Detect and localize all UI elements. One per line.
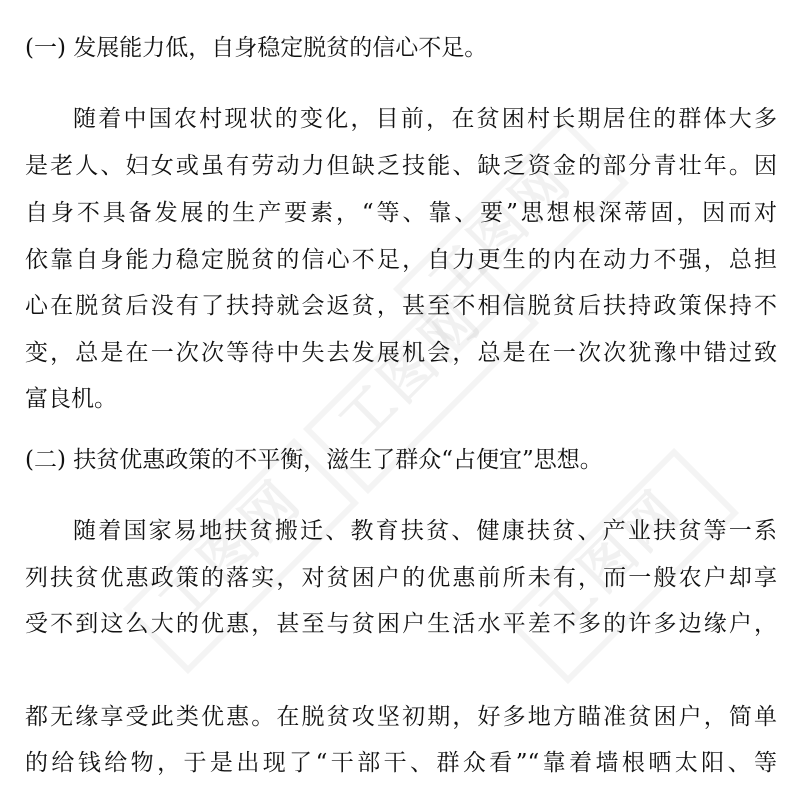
paragraph-2-line: 列扶贫优惠政策的落实，对贫困户的优惠前所未有，而一般农户却享 <box>25 565 777 591</box>
paragraph-1-line: 自身不具备发展的生产要素，“等、靠、要”思想根深蒂固，因而对 <box>25 200 777 226</box>
watermark-text: 工图网 <box>326 287 494 456</box>
paragraph-2-line: 随着国家易地扶贫搬迁、教育扶贫、健康扶贫、产业扶贫等一系 <box>73 518 777 544</box>
paragraph-1-line: 变，总是在一次次等待中失去发展机会，总是在一次次犹豫中错过致 <box>25 340 777 366</box>
paragraph-3-line: 都无缘享受此类优惠。在脱贫攻坚初期，好多地方瞄准贫困户，简单 <box>25 704 777 730</box>
paragraph-1-line: 富良机。 <box>25 386 117 412</box>
paragraph-2-line: 受不到这么大的优惠，甚至与贫困户生活水平差不多的许多边缘户， <box>25 611 777 637</box>
watermark-text: 工图网 <box>416 147 584 316</box>
watermark-text: 工图网 <box>526 477 694 646</box>
paragraph-3-line: 的给钱给物，于是出现了“干部干、群众看”“靠着墙根晒太阳、等 <box>25 750 777 776</box>
section-heading-2: (二) 扶贫优惠政策的不平衡，滋生了群众“占便宜”思想。 <box>25 447 603 473</box>
paragraph-1-line: 随着中国农村现状的变化，目前，在贫困村长期居住的群体大多 <box>73 106 777 132</box>
paragraph-1-line: 心在脱贫后没有了扶持就会返贫，甚至不相信脱贫后扶持政策保持不 <box>25 293 777 319</box>
paragraph-1-line: 依靠自身能力稳定脱贫的信心不足，自力更生的内在动力不强，总担 <box>25 247 777 273</box>
watermark-text: 工图网 <box>146 467 314 636</box>
paragraph-1-line: 是老人、妇女或虽有劳动力但缺乏技能、缺乏资金的部分青壮年。因 <box>25 153 777 179</box>
section-heading-1: (一) 发展能力低，自身稳定脱贫的信心不足。 <box>25 35 488 61</box>
